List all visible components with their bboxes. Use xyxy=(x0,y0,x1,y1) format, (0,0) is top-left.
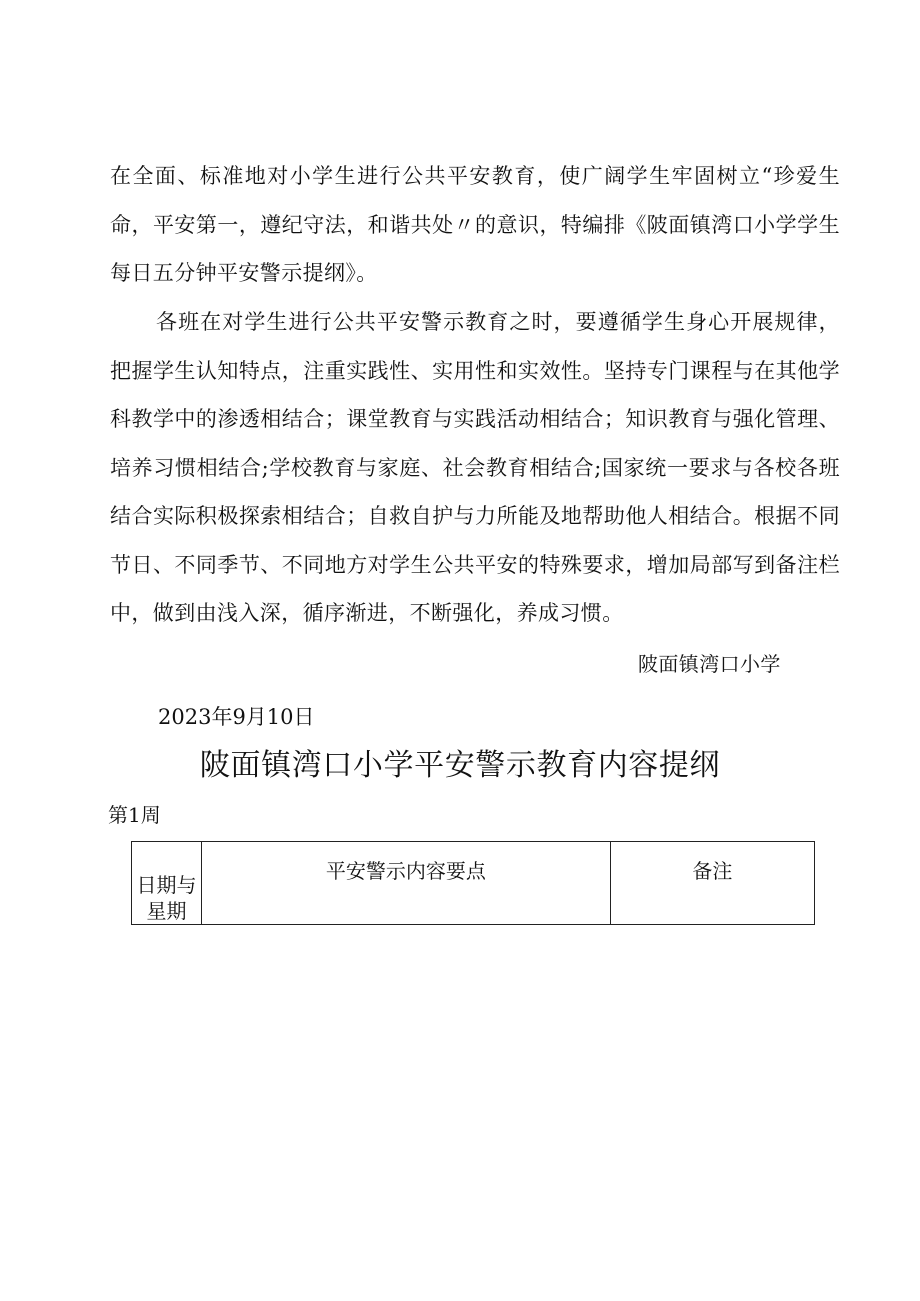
header-date-label: 日期与星期 xyxy=(136,873,197,923)
intro-paragraph-2: 各班在对学生进行公共平安警示教育之时，要遵循学生身心开展规律，把握学生认知特点，注重实践性、实用性和实效性。坚持专门课程与在其他学科教学中的渗透相结合；课堂教育与实践活动相结合；知识教育与强化管理、培养习惯相结合;学校教育与家庭、社会教育相结合;国家统一要求与各校各班结合实际积极探索相结合；自救自护与力所能及地帮助他人相结合。根据不同节日、不同季节、不同地方对学生公共平安的特殊要求，增加局部写到备注栏中，做到由浅入深，循序渐进，不断强化，养成习惯。 xyxy=(110,310,840,625)
signature-school: 陂面镇湾口小学 xyxy=(638,652,781,676)
header-cell-remark xyxy=(610,842,814,925)
outline-title: 陂面镇湾口小学平安警示教育内容提纲 xyxy=(199,748,721,783)
week-label: 第1周 xyxy=(108,803,161,827)
header-cell-content xyxy=(202,842,611,925)
signature-date: 2023年9月10日 xyxy=(158,705,315,729)
outline-table xyxy=(131,841,815,925)
header-cell-date xyxy=(132,842,202,925)
header-remark-label: 备注 xyxy=(692,859,733,883)
header-content-label: 平安警示内容要点 xyxy=(325,859,486,883)
intro-paragraph-1: 在全面、标准地对小学生进行公共平安教育，使广阔学生牢固树立“珍爱生命，平安第一，遵纪守法，和谐共处〃的意识，特编排《陂面镇湾口小学学生每日五分钟平安警示提纲》。 xyxy=(110,164,840,285)
table-header-row xyxy=(132,842,815,925)
